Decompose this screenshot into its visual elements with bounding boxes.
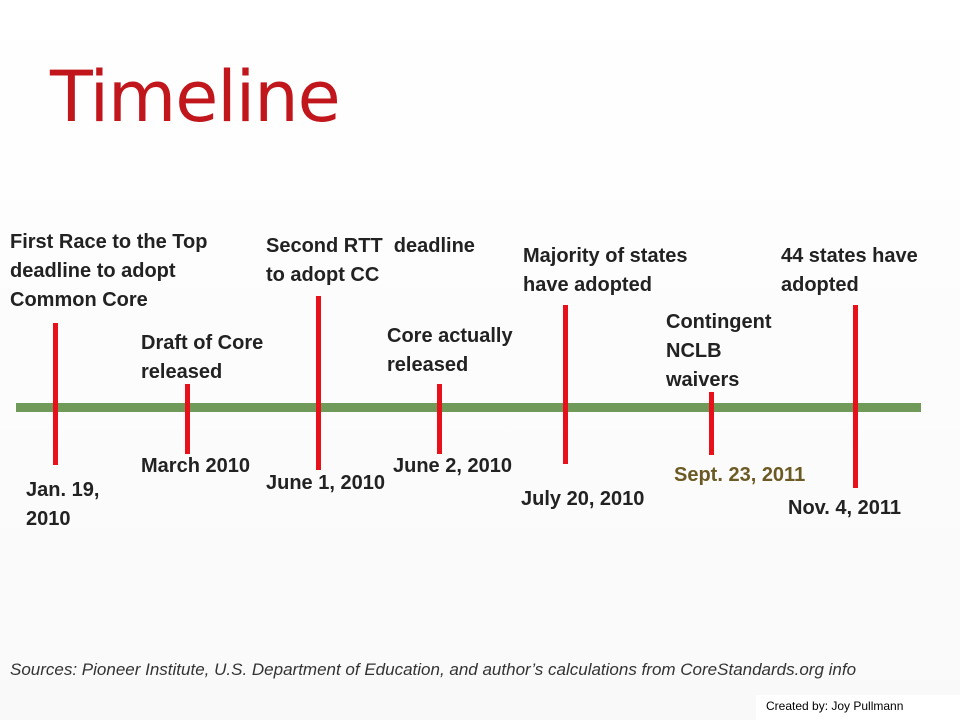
credit-label: Created by: Joy Pullmann	[756, 695, 960, 720]
event-label-1	[10, 228, 207, 315]
sources-note: Sources: Pioneer Institute, U.S. Department of Education, and author’s calculations from CoreStandards.org info	[10, 660, 857, 679]
event-label-6	[666, 308, 772, 395]
event-date-line: Nov. 4, 2011	[788, 497, 902, 519]
event-date-6	[674, 461, 805, 490]
timeline-axis	[16, 403, 921, 412]
event-date-3	[266, 469, 385, 498]
event-label-2	[141, 329, 263, 387]
event-tick-4	[437, 384, 442, 454]
event-label-5	[523, 242, 687, 300]
event-tick-1	[53, 323, 58, 465]
event-label-line: First Race to the Top	[10, 231, 208, 253]
event-label-4	[387, 322, 513, 380]
event-label-line: Contingent	[666, 311, 772, 333]
event-label-line: waivers	[666, 369, 740, 391]
event-label-line: adopted	[781, 274, 859, 296]
event-date-1	[26, 476, 99, 534]
event-label-line: NCLB	[666, 340, 722, 362]
event-tick-5	[563, 305, 568, 464]
event-date-line: March 2010	[141, 455, 250, 477]
event-date-line: June 1, 2010	[266, 472, 385, 494]
event-tick-3	[316, 296, 321, 470]
event-tick-6	[709, 392, 714, 455]
event-date-line: July 20, 2010	[521, 488, 645, 510]
event-date-line: 2010	[26, 508, 71, 530]
event-label-line: to adopt CC	[266, 264, 380, 286]
event-tick-7	[853, 305, 858, 488]
event-date-line: Sept. 23, 2011	[674, 464, 806, 486]
event-date-line: Jan. 19,	[26, 479, 100, 501]
event-label-3	[266, 232, 475, 290]
event-date-7	[788, 494, 901, 523]
event-label-line: have adopted	[523, 274, 652, 296]
event-date-5	[521, 485, 644, 514]
event-label-line: Common Core	[10, 289, 148, 311]
event-date-line: June 2, 2010	[393, 455, 512, 477]
event-label-line: Second RTT deadline	[266, 235, 475, 257]
event-label-line: Core actually	[387, 325, 513, 347]
event-tick-2	[185, 384, 190, 454]
event-label-7	[781, 242, 918, 300]
event-label-line: Draft of Core	[141, 332, 264, 354]
event-label-line: deadline to adopt	[10, 260, 176, 282]
slide-title: Timeline	[50, 56, 340, 138]
event-label-line: Majority of states	[523, 245, 688, 267]
event-label-line: 44 states have	[781, 245, 918, 267]
event-date-4	[393, 452, 512, 481]
event-date-2	[141, 452, 250, 481]
event-label-line: released	[141, 361, 223, 383]
event-label-line: released	[387, 354, 469, 376]
